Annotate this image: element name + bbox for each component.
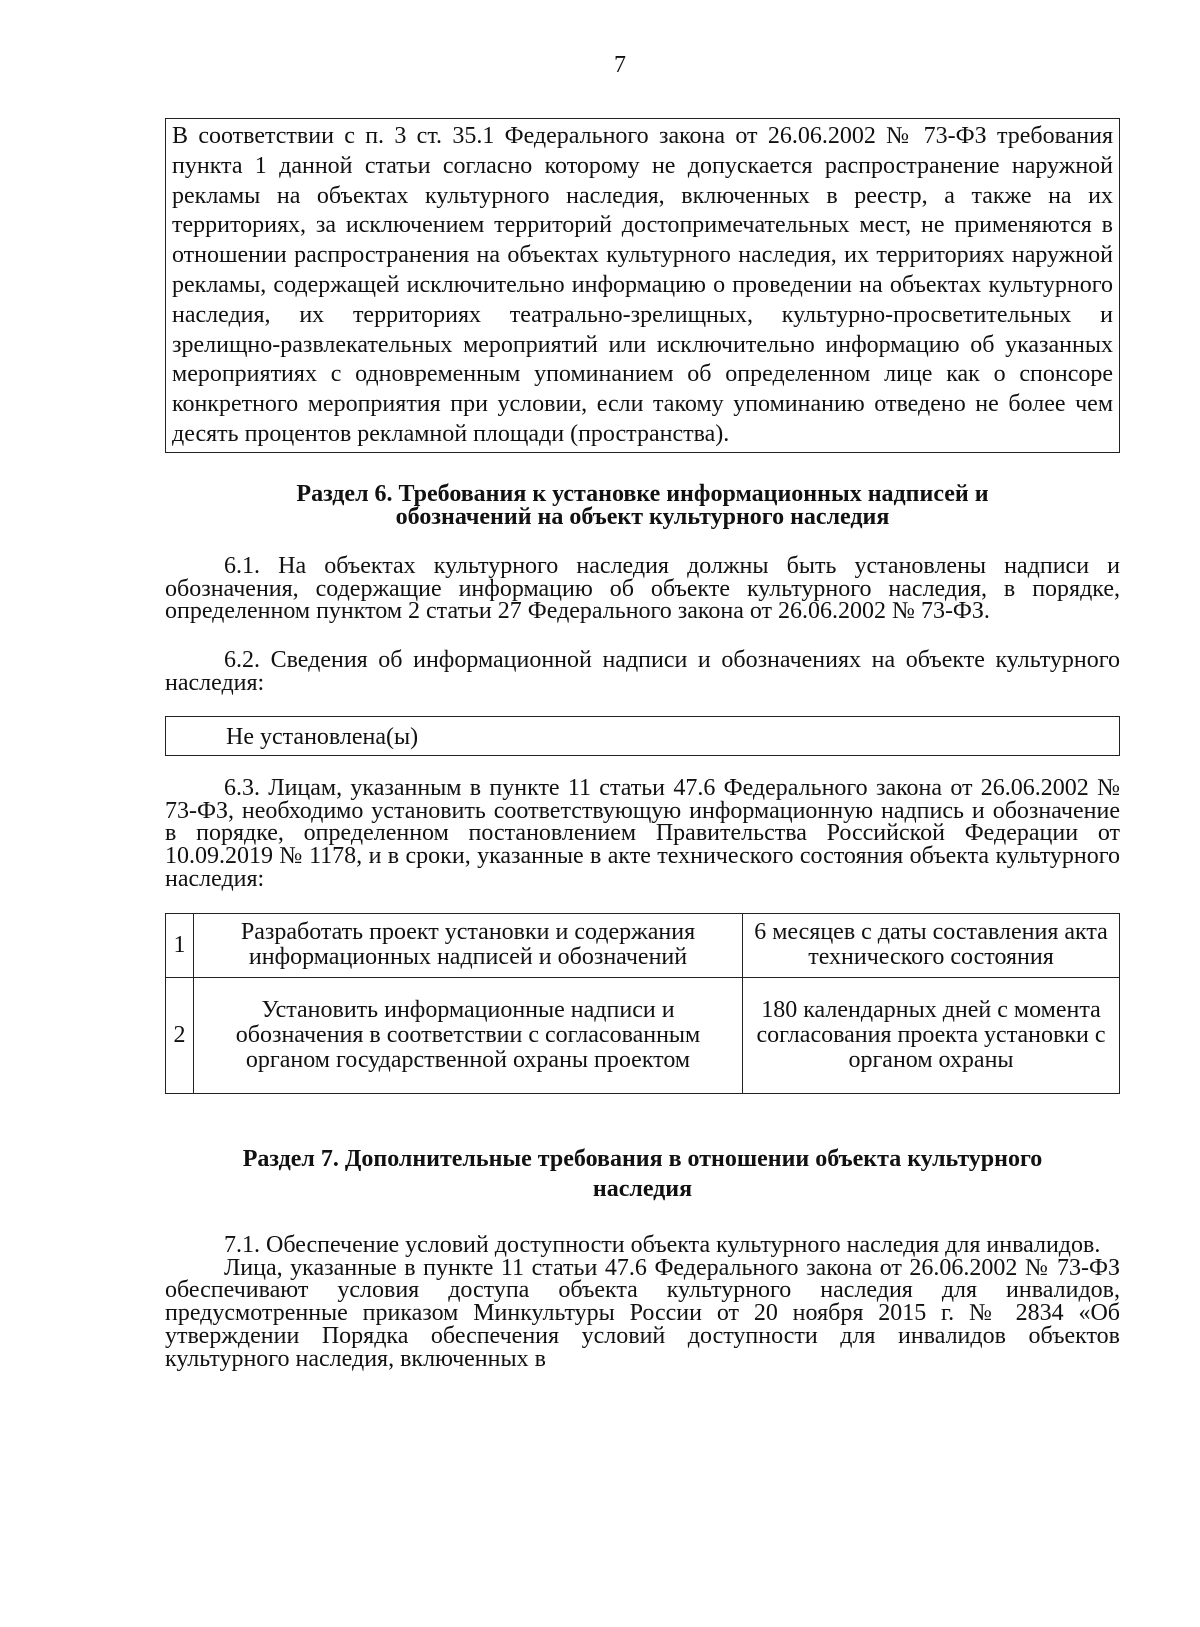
section-6-title-line2: обозначений на объект культурного наследия: [395, 503, 890, 530]
paragraph-6-1: 6.1. На объектах культурного наследия должны быть установлены надписи и обозначения, содержащие информацию об объекте культурного наследия, в порядке, определенном пунктом 2 статьи 27 Федерального закона от 26.06.2002 № 73-ФЗ.: [165, 552, 1120, 625]
paragraph-6-2: 6.2. Сведения об информационной надписи и обозначениях на объекте культурного наследия:: [165, 647, 1120, 696]
page-content: [165, 118, 1120, 1371]
deadline-cell: 180 календарных дней с момента согласования проекта установки с органом охраны: [743, 977, 1120, 1093]
section-6-title: [165, 480, 1120, 530]
task-cell: Разработать проект установки и содержания информационных надписей и обозначений: [194, 913, 743, 977]
inscription-status-box: [165, 716, 1120, 756]
section-7-title-line2: наследия: [592, 1175, 693, 1202]
page-number: 7: [614, 52, 626, 78]
section-6-body: [165, 529, 1120, 891]
section-7-title-line1: Раздел 7. Дополнительные требования в отношении объекта культурного: [242, 1145, 1043, 1172]
paragraph-7-1-continued: Лица, указанные в пункте 11 статьи 47.6 Федерального закона от 26.06.2002 № 73-ФЗ обеспечивают условия доступа объекта культурного наследия для инвалидов, предусмотренные приказом Минкультуры России от 20 ноября 2015 г. № 2834 «Об утверждении Порядка обеспечения условий доступности для инвалидов объектов культурного наследия, включенных в: [165, 1254, 1120, 1372]
section-7-body: [165, 1204, 1120, 1371]
advertising-note-text: В соответствии с п. 3 ст. 35.1 Федерального закона от 26.06.2002 № 73-ФЗ требования пункта 1 данной статьи согласно которому не допускается распространение наружной рекламы на объектах культурного наследия, включенных в реестр, а также на их территориях, за исключением территорий достопримечательных мест, не применяются в отношении распространения на объектах культурного наследия, их территориях наружной рекламы, содержащей исключительно информацию о проведении на объектах культурного наследия, их территориях театрально-зрелищных, культурно-просветительных и зрелищно-развлекательных мероприятий или исключительно информацию об указанных мероприятиях с одновременным упоминанием об определенном лице как о спонсоре конкретного мероприятия при условии, если такому упоминанию отведено не более чем десять процентов рекламной площади (пространства).: [172, 123, 1113, 447]
row-number: 1: [166, 913, 194, 977]
paragraph-7-1: 7.1. Обеспечение условий доступности объекта культурного наследия для инвалидов.: [224, 1231, 1101, 1258]
section-6-title-line1: Раздел 6. Требования к установке информационных надписей и: [296, 480, 989, 507]
inscription-schedule-table: [165, 913, 1120, 1094]
table-row: [166, 913, 1120, 977]
section-7-title: [165, 1144, 1120, 1204]
row-number: 2: [166, 977, 194, 1093]
task-cell: Установить информационные надписи и обозначения в соответствии с согласованным органом государственной охраны проектом: [194, 977, 743, 1093]
advertising-note-box: [165, 118, 1120, 453]
table-row: [166, 977, 1120, 1093]
deadline-cell: 6 месяцев с даты составления акта технического состояния: [743, 913, 1120, 977]
inscription-status: Не установлена(ы): [226, 723, 419, 750]
paragraph-6-3: 6.3. Лицам, указанным в пункте 11 статьи 47.6 Федерального закона от 26.06.2002 № 73-ФЗ, необходимо установить соответствующую информационную надпись и обозначение в порядке, определенном постановлением Правительства Российской Федерации от 10.09.2019 № 1178, и в сроки, указанные в акте технического состояния объекта культурного наследия:: [165, 774, 1120, 892]
